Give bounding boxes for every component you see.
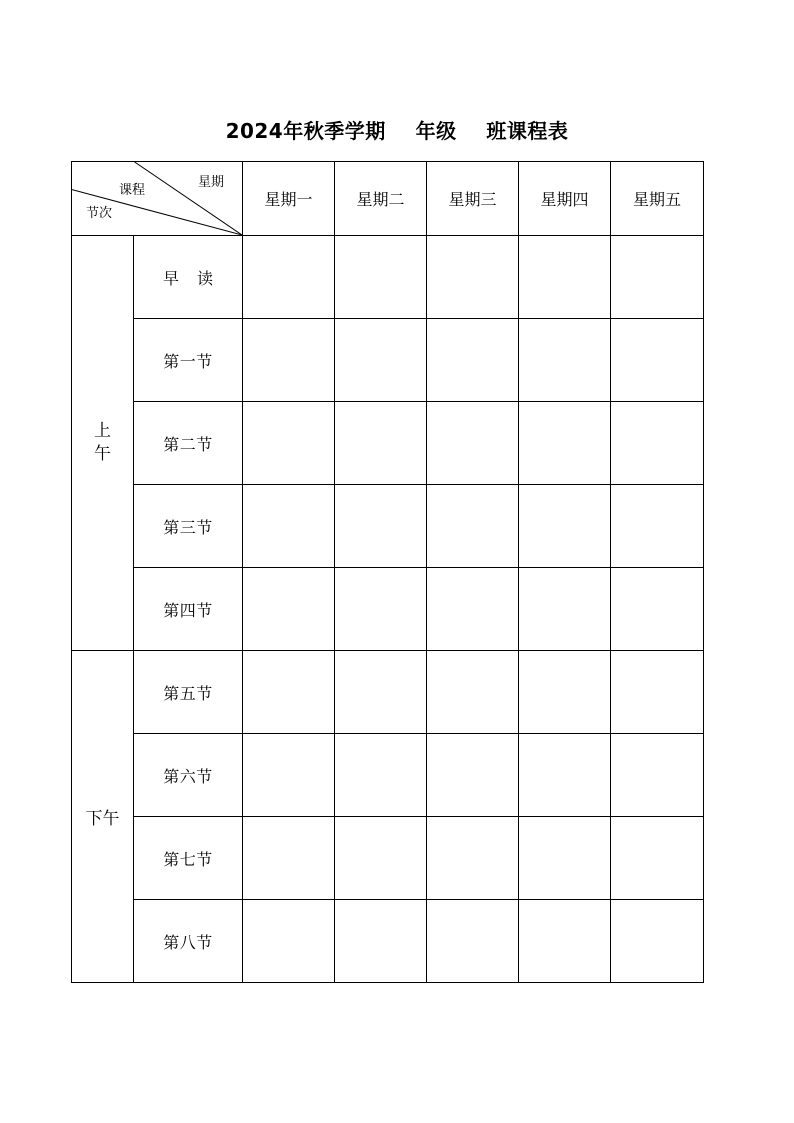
table-row: [72, 651, 704, 734]
table-row: [72, 734, 704, 817]
schedule-cell[interactable]: [427, 817, 519, 900]
afternoon-label-cell: [72, 651, 134, 983]
schedule-cell[interactable]: [427, 319, 519, 402]
afternoon-label: 下午: [85, 809, 120, 829]
day-header-mon: 星期一: [243, 162, 335, 236]
schedule-cell[interactable]: [335, 568, 427, 651]
period-label-4: 第四节: [134, 568, 243, 651]
schedule-cell[interactable]: [427, 651, 519, 734]
schedule-cell[interactable]: [519, 485, 611, 568]
period-label-2: 第二节: [134, 402, 243, 485]
table-row: [72, 485, 704, 568]
page-title: 2024年秋季学期 年级 班课程表: [225, 119, 569, 143]
period-label-7: 第七节: [134, 817, 243, 900]
schedule-cell[interactable]: [243, 485, 335, 568]
period-label-5: 第五节: [134, 651, 243, 734]
schedule-cell[interactable]: [519, 402, 611, 485]
day-header-wed: 星期三: [427, 162, 519, 236]
header-row: [72, 162, 704, 236]
schedule-cell[interactable]: [611, 651, 704, 734]
schedule-cell[interactable]: [427, 734, 519, 817]
schedule-cell[interactable]: [611, 236, 704, 319]
schedule-cell[interactable]: [427, 402, 519, 485]
schedule-cell[interactable]: [335, 485, 427, 568]
schedule-cell[interactable]: [611, 817, 704, 900]
schedule-cell[interactable]: [427, 485, 519, 568]
period-label-8: 第八节: [134, 900, 243, 983]
table-row: [72, 236, 704, 319]
period-label-cell: [134, 236, 243, 319]
schedule-cell[interactable]: [243, 651, 335, 734]
day-header-fri: 星期五: [611, 162, 704, 236]
period-label-3: 第三节: [134, 485, 243, 568]
schedule-cell[interactable]: [243, 900, 335, 983]
period-label-6: 第六节: [134, 734, 243, 817]
schedule-cell[interactable]: [243, 236, 335, 319]
schedule-cell[interactable]: [335, 651, 427, 734]
schedule-cell[interactable]: [611, 319, 704, 402]
schedule-cell[interactable]: [243, 402, 335, 485]
schedule-cell[interactable]: [427, 900, 519, 983]
schedule-cell[interactable]: [519, 319, 611, 402]
diagonal-header-cell: [72, 162, 243, 236]
table-row: [72, 900, 704, 983]
schedule-cell[interactable]: [335, 734, 427, 817]
schedule-cell[interactable]: [519, 568, 611, 651]
schedule-cell[interactable]: [519, 900, 611, 983]
table-row: [72, 817, 704, 900]
diagonal-period-label: 节次: [86, 206, 113, 221]
schedule-cell[interactable]: [611, 402, 704, 485]
diagonal-weekday-label: 星期: [197, 175, 224, 190]
schedule-cell[interactable]: [611, 734, 704, 817]
schedule-cell[interactable]: [519, 817, 611, 900]
schedule-cell[interactable]: [519, 236, 611, 319]
schedule-cell[interactable]: [427, 568, 519, 651]
schedule-cell[interactable]: [243, 817, 335, 900]
schedule-cell[interactable]: [611, 900, 704, 983]
table-row: [72, 402, 704, 485]
period-label-early-reading: 早读: [162, 268, 231, 288]
schedule-cell[interactable]: [611, 485, 704, 568]
schedule-cell[interactable]: [427, 236, 519, 319]
schedule-table: [71, 161, 704, 983]
diagonal-lines: [72, 162, 242, 235]
schedule-cell[interactable]: [243, 568, 335, 651]
schedule-cell[interactable]: [519, 734, 611, 817]
diagonal-course-label: 课程: [119, 183, 146, 198]
day-header-tue: 星期二: [335, 162, 427, 236]
schedule-cell[interactable]: [335, 319, 427, 402]
schedule-cell[interactable]: [243, 734, 335, 817]
period-label-1: 第一节: [134, 319, 243, 402]
schedule-cell[interactable]: [611, 568, 704, 651]
schedule-cell[interactable]: [335, 402, 427, 485]
schedule-cell[interactable]: [335, 817, 427, 900]
schedule-cell[interactable]: [519, 651, 611, 734]
schedule-cell[interactable]: [335, 900, 427, 983]
morning-label: 上午: [94, 421, 111, 464]
schedule-cell[interactable]: [243, 319, 335, 402]
table-row: [72, 568, 704, 651]
table-row: [72, 319, 704, 402]
morning-label-cell: [72, 236, 134, 651]
schedule-cell[interactable]: [335, 236, 427, 319]
day-header-thu: 星期四: [519, 162, 611, 236]
